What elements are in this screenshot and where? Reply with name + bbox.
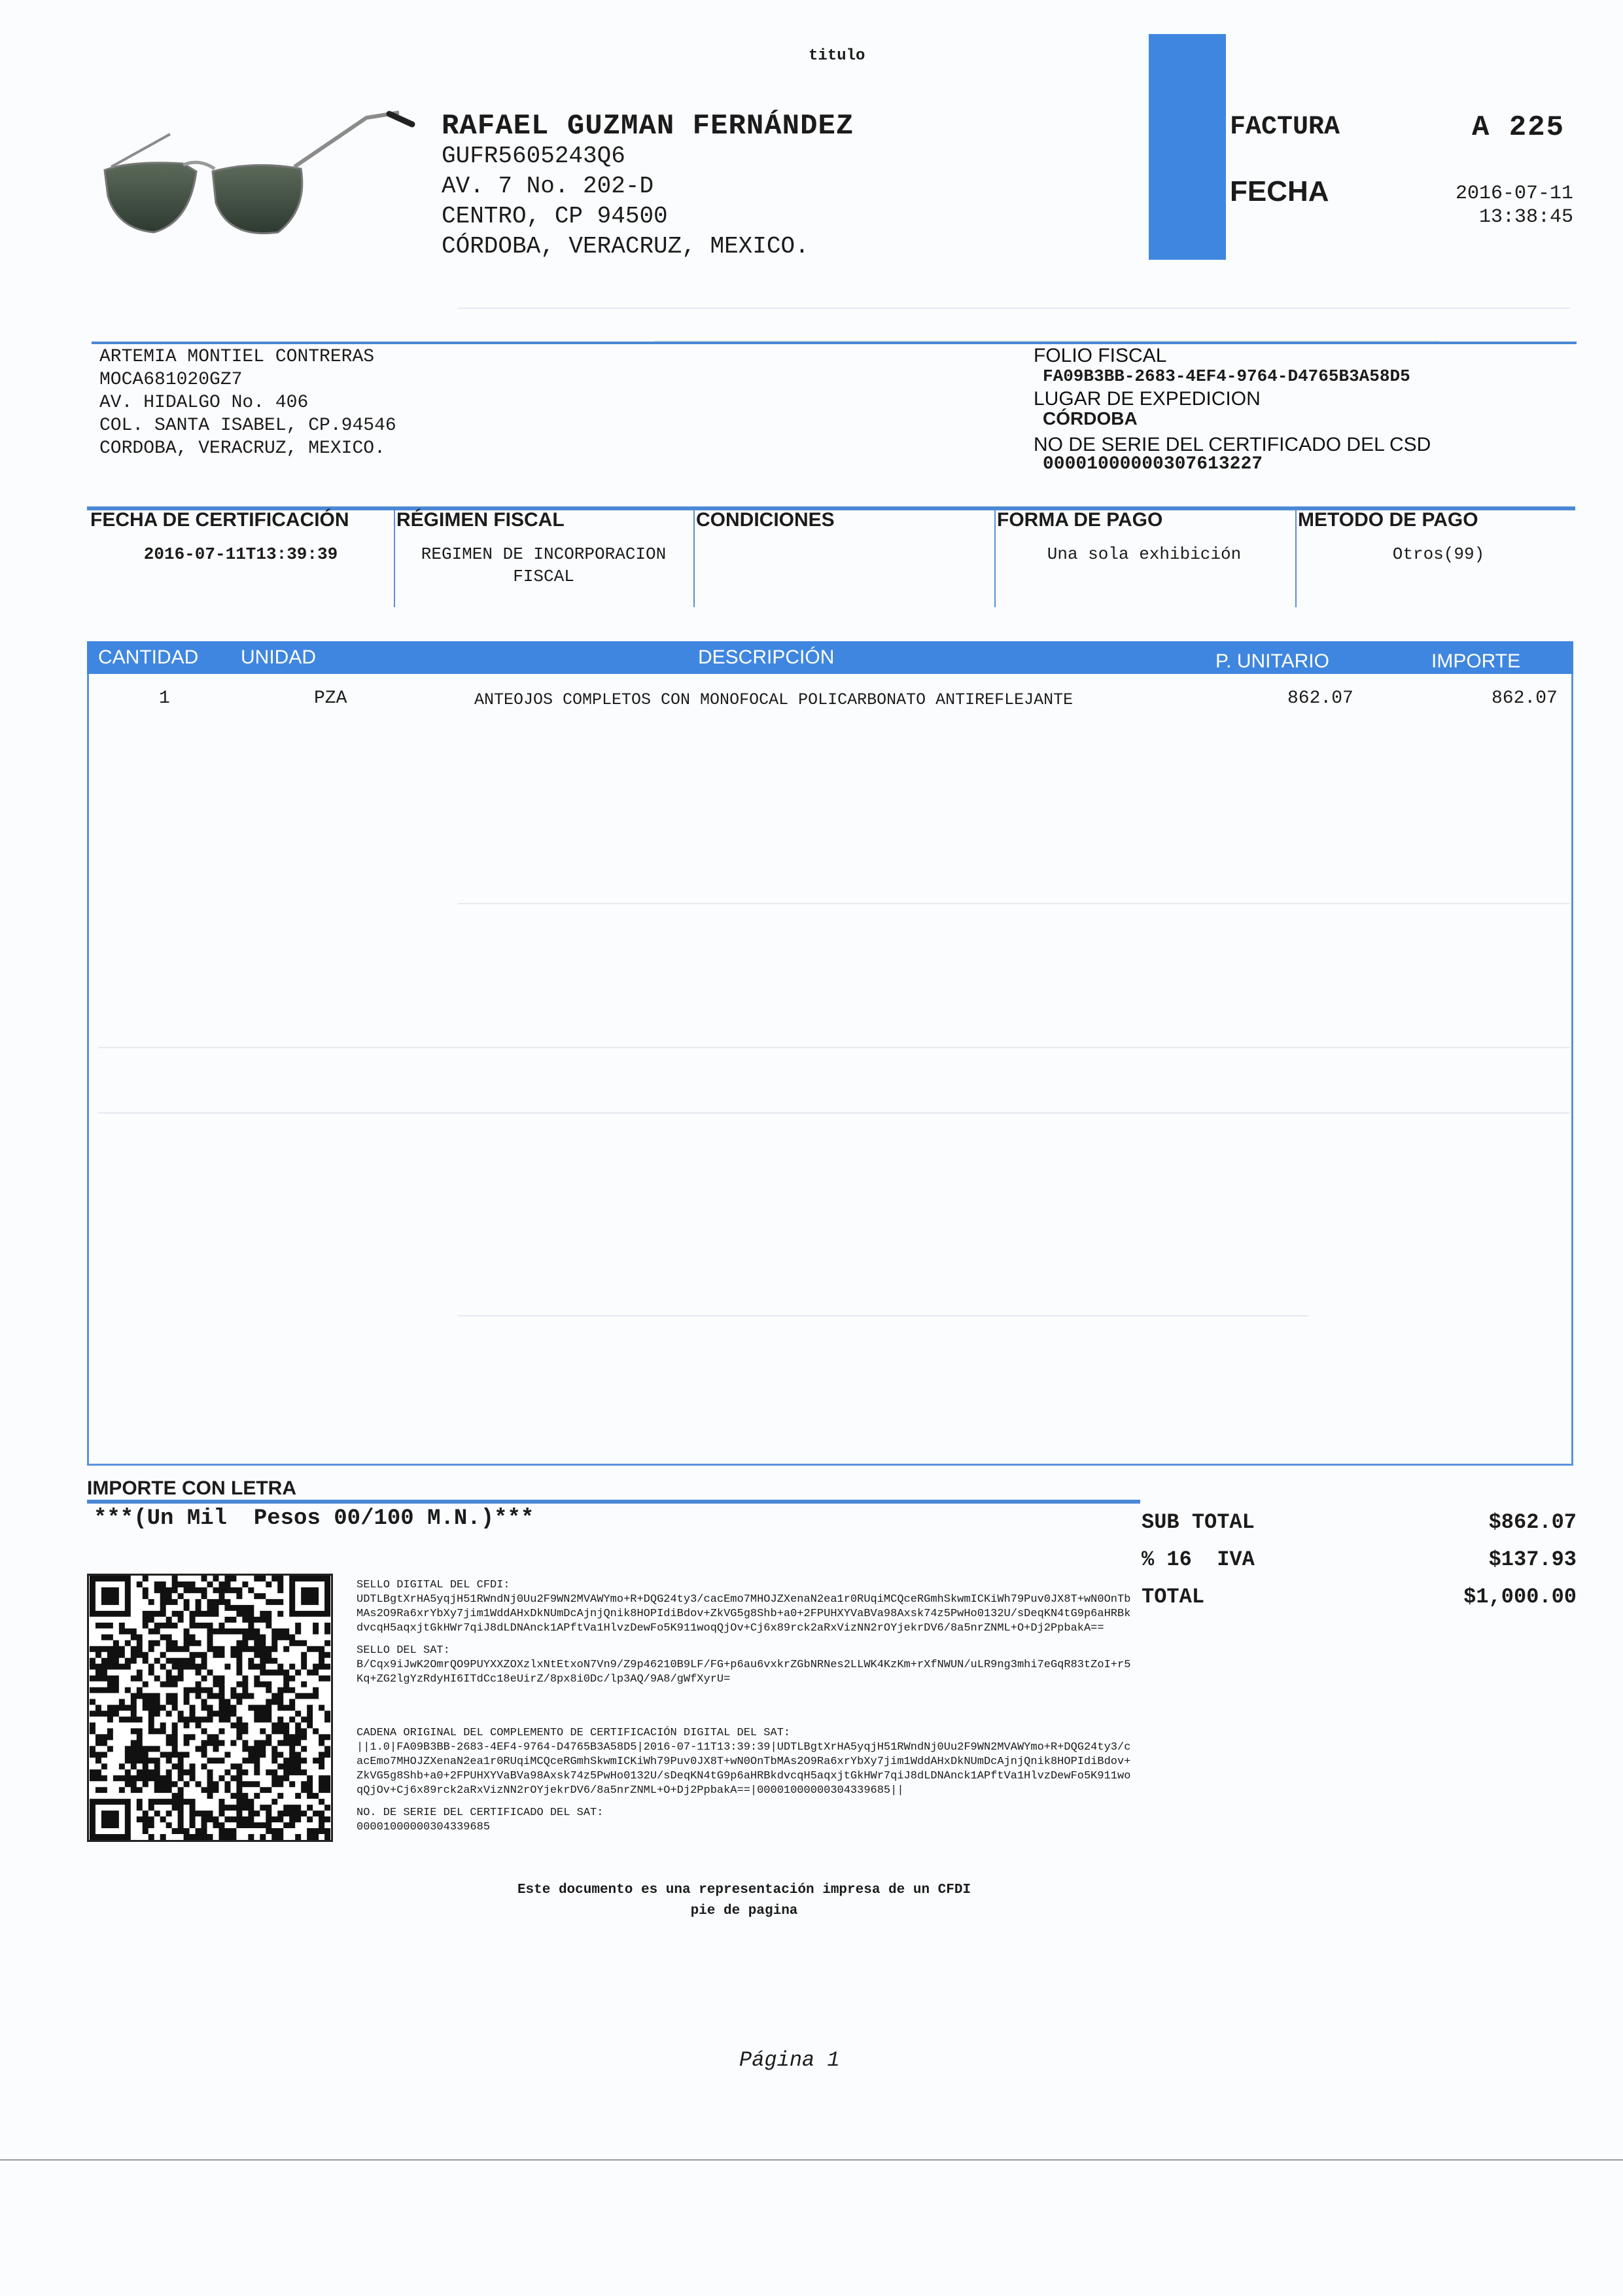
scan-edge-line — [0, 2159, 1623, 2161]
forma-pago-value: Una sola exhibición — [1047, 544, 1242, 564]
sat-seals — [357, 1578, 1132, 1835]
fecha-certificacion-label: FECHA DE CERTIFICACIÓN — [90, 509, 349, 531]
document-top-title: titulo — [809, 47, 865, 65]
total-label: TOTAL — [1142, 1585, 1205, 1609]
issuer-address-line: CÓRDOBA, VERACRUZ, MEXICO. — [442, 233, 809, 260]
page-footer-text: pie de pagina — [690, 1903, 798, 1918]
invoice-series-folio: A 225 — [1472, 111, 1565, 144]
sello-sat-label: SELLO DEL SAT: — [357, 1644, 450, 1657]
divider — [394, 509, 395, 607]
row-unidad: PZA — [314, 688, 347, 709]
qr-code — [87, 1574, 333, 1842]
row-descripcion: ANTEOJOS COMPLETOS CON MONOFOCAL POLICARBONATO ANTIREFLEJANTE — [474, 690, 1073, 709]
factura-label: FACTURA — [1230, 113, 1340, 142]
invoice-date: 2016-07-11 — [1455, 183, 1573, 205]
client-address-line: CORDOBA, VERACRUZ, MEXICO. — [99, 438, 385, 459]
folio-fiscal-value: FA09B3BB-2683-4EF4-9764-D4765B3A58D5 — [1043, 366, 1410, 386]
fecha-label: FECHA — [1230, 175, 1329, 207]
metodo-pago-label: METODO DE PAGO — [1298, 509, 1478, 531]
qr-code-pattern — [89, 1576, 331, 1840]
items-table-header — [87, 641, 1573, 674]
col-importe: IMPORTE — [1431, 650, 1521, 672]
client-rfc: MOCA681020GZ7 — [99, 370, 243, 390]
forma-pago-label: FORMA DE PAGO — [997, 509, 1163, 531]
row-cantidad: 1 — [159, 688, 170, 709]
serie-sat-label: NO. DE SERIE DEL CERTIFICADO DEL SAT: — [357, 1807, 604, 1819]
issuer-address-line: AV. 7 No. 202-D — [442, 173, 654, 200]
row-importe: 862.07 — [1492, 688, 1558, 709]
cadena-original-value: ||1.0|FA09B3BB-2683-4EF4-9764-D4765B3A58D5|2016-07-11T13:39:39|UDTLBgtXrHA5yqjH51RWndNj0Uu2F9WN2MVAWYmo+R+DQG24ty3/cacEmo7MHOJZXenaN2ea1r0RUqiMCQceRGmhSkwmICKiWh79Puv0JX8T+wN0OnTbMAs2O9Ra6xrYbXy7jim1WddAHxDkNUmDcAjnjQnik8HOPIdiBdov+ZkVG5g8Shb+a0+2FPUHXYVaBVa98Axsk74z5PwHo0132U/sDeqKN4tG9p6aHRBkdvcqH5aqxjtGkHWr7qiJ8dLDNAnck1APftVa1HlvzDewFo5K911woqQjOv+Cj6x89rck2aRxVizNN2rOYjekrDV6/8a5nrZNML+O+Dj2PpbakA==|00001000000304339685|| — [357, 1741, 1131, 1797]
fecha-certificacion-value: 2016-07-11T13:39:39 — [143, 544, 338, 564]
sunglasses-image — [92, 98, 419, 268]
divider — [994, 509, 996, 607]
regimen-fiscal-value — [396, 543, 691, 588]
invoice-datetime — [1436, 182, 1573, 229]
forma-pago-cell — [997, 509, 1291, 609]
header-accent-block — [1149, 34, 1226, 260]
cfdi-legend-text: Este documento es una representación impresa de un CFDI — [517, 1882, 971, 1898]
col-p-unitario: P. UNITARIO — [1215, 650, 1329, 672]
subtotal-label: SUB TOTAL — [1142, 1510, 1255, 1534]
divider — [693, 509, 695, 607]
serie-sat-value: 00001000000304339685 — [357, 1821, 491, 1833]
serie-csd-value: 00001000000307613227 — [1043, 454, 1263, 474]
header-rule — [92, 342, 1577, 344]
sello-sat-value: B/Cqx9iJwK2OmrQO9PUYXXZOXzlxNtEtxoN7Vn9/Z9p46210B9LF/FG+p6au6vxkrZGbNRNes2LLWK4KzKm+rXfNWUN/uLR9ng3mhi7eGqR83tZoI+r5Kq+ZG2lgYzRdyHI6ITdCc18eUirZ/8px8i0Dc/lp3AQ/9A8/gWfXyrU= — [357, 1659, 1131, 1686]
metodo-pago-value: Otros(99) — [1392, 544, 1485, 564]
subtotal-value: $862.07 — [1488, 1510, 1577, 1534]
issuer-rfc: GUFR5605243Q6 — [442, 143, 625, 169]
col-cantidad: CANTIDAD — [98, 646, 199, 668]
importe-con-letra-value: ***(Un Mil Pesos 00/100 M.N.)*** — [94, 1506, 534, 1531]
iva-label: % 16 IVA — [1142, 1547, 1255, 1572]
regimen-fiscal-line: FISCAL — [513, 567, 574, 586]
serie-csd-label: NO DE SERIE DEL CERTIFICADO DEL CSD — [1034, 434, 1431, 455]
lugar-expedicion-value: CÓRDOBA — [1043, 408, 1138, 429]
issuer-name: RAFAEL GUZMAN FERNÁNDEZ — [442, 110, 854, 143]
regimen-fiscal-label: RÉGIMEN FISCAL — [396, 509, 565, 531]
divider — [1295, 509, 1297, 607]
regimen-fiscal-line: REGIMEN DE INCORPORACION — [421, 544, 667, 564]
total-value: $1,000.00 — [1463, 1585, 1577, 1609]
lugar-expedicion-label: LUGAR DE EXPEDICION — [1034, 388, 1261, 410]
iva-value: $137.93 — [1488, 1547, 1577, 1572]
sello-cfdi-value: UDTLBgtXrHA5yqjH51RWndNj0Uu2F9WN2MVAWYmo+R+DQG24ty3/cacEmo7MHOJZXenaN2ea1r0RUqiMCQceRGmhSkwmICKiWh79Puv0JX8T+wN0OnTbMAs2O9Ra6xrYbXy7jim1WddAHxDkNUmDcAjnjQnik8HOPIdiBdov+ZkVG5g8Shb+a0+2FPUHXYVaBVa98Axsk74z5PwHo0132U/sDeqKN4tG9p6aHRBkdvcqH5aqxjtGkHWr7qiJ8dLDNAnck1APftVa1HlvzDewFo5K911woqQjOv+Cj6x89rck2aRxVizNN2rOYjekrDV6/8a5nrZNML+O+Dj2PpbakA== — [357, 1593, 1131, 1634]
client-address-line: COL. SANTA ISABEL, CP.94546 — [99, 415, 396, 436]
sello-cfdi-label: SELLO DIGITAL DEL CFDI: — [357, 1579, 510, 1591]
importe-con-letra-label: IMPORTE CON LETRA — [87, 1477, 296, 1499]
fecha-certificacion-cell — [90, 509, 391, 609]
folio-fiscal-label: FOLIO FISCAL — [1034, 345, 1167, 366]
fiscal-info — [1034, 345, 1431, 474]
regimen-fiscal-cell — [396, 509, 691, 609]
client-name: ARTEMIA MONTIEL CONTRERAS — [99, 347, 375, 367]
issuer-block — [442, 111, 854, 262]
condiciones-cell — [696, 509, 990, 609]
cadena-original-label: CADENA ORIGINAL DEL COMPLEMENTO DE CERTIFICACIÓN DIGITAL DEL SAT: — [357, 1727, 791, 1739]
metodo-pago-cell — [1298, 509, 1579, 609]
page-number: Página 1 — [739, 2048, 840, 2072]
letra-rule — [87, 1500, 1140, 1504]
col-unidad: UNIDAD — [241, 646, 317, 668]
row-p-unitario: 862.07 — [1287, 688, 1353, 709]
cfdi-legend — [357, 1880, 1132, 1922]
condiciones-label: CONDICIONES — [696, 509, 835, 531]
invoice-time: 13:38:45 — [1478, 206, 1573, 228]
items-table — [87, 641, 1573, 1466]
client-address-line: AV. HIDALGO No. 406 — [99, 393, 309, 413]
col-descripcion: DESCRIPCIÓN — [698, 646, 835, 668]
client-block — [99, 345, 396, 460]
issuer-address-line: CENTRO, CP 94500 — [442, 203, 668, 230]
